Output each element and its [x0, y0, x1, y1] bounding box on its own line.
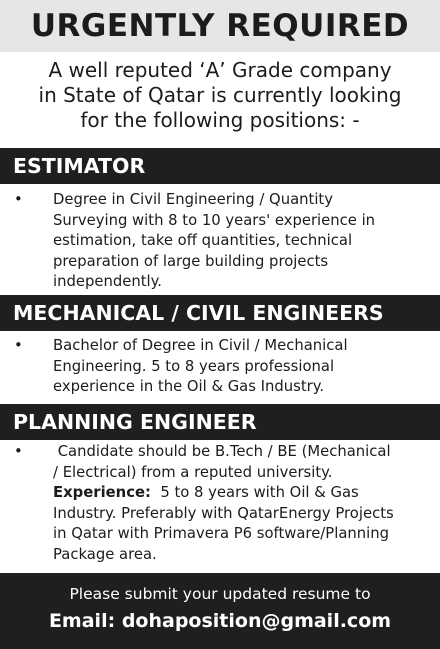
section-body-estimator	[0, 190, 440, 294]
experience-text: 5 to 8 years with Oil & Gas	[150, 484, 359, 501]
experience-line	[53, 483, 433, 504]
text-line: Package area.	[53, 545, 157, 563]
text-line: / Electrical) from a reputed university.	[53, 463, 333, 481]
text-line: in Qatar with Primavera P6 software/Planning	[53, 525, 390, 542]
section-header-planning-engineer	[0, 404, 440, 440]
text-line: Surveying with 8 to 10 years' experience in	[53, 211, 376, 229]
footer-contact	[0, 573, 440, 649]
section-header-mechanical-civil-engineers	[0, 295, 440, 331]
text-line: preparation of large building projects	[53, 252, 329, 270]
text-line: estimation, take off quantities, technical	[53, 232, 353, 249]
text-line: Industry. Preferably with QatarEnergy Projects	[53, 504, 394, 522]
bullet-icon: •	[14, 443, 23, 460]
section-title: PLANNING ENGINEER	[13, 410, 257, 434]
text-line: Degree in Civil Engineering / Quantity	[53, 191, 333, 208]
intro-line: A well reputed ‘A’ Grade company	[48, 58, 392, 82]
bullet-text	[53, 442, 433, 565]
bullet-text	[53, 190, 433, 293]
section-title: MECHANICAL / CIVIL ENGINEERS	[13, 301, 384, 325]
page-title: URGENTLY REQUIRED	[30, 8, 410, 44]
email-line	[0, 610, 440, 632]
section-body-planning-engineer	[0, 442, 440, 566]
email-address[interactable]: dohaposition@gmail.com	[121, 610, 392, 632]
title-banner	[0, 0, 440, 52]
section-body-mechanical-civil-engineers	[0, 336, 440, 400]
text-line: independently.	[53, 273, 162, 290]
bullet-text	[53, 336, 433, 398]
section-title: ESTIMATOR	[13, 154, 146, 178]
text-line: experience in the Oil & Gas Industry.	[53, 378, 325, 395]
text-line: Engineering. 5 to 8 years professional	[53, 357, 335, 375]
section-header-estimator	[0, 148, 440, 184]
submit-instruction: Please submit your updated resume to	[69, 585, 371, 603]
bullet-icon: •	[14, 191, 23, 208]
experience-label: Experience:	[53, 484, 151, 501]
text-line: Candidate should be B.Tech / BE (Mechanical	[53, 443, 391, 460]
intro-line: in State of Qatar is currently looking	[38, 83, 402, 107]
intro-text	[0, 58, 440, 133]
email-label: Email:	[48, 610, 116, 632]
intro-line: for the following positions: -	[80, 108, 360, 132]
text-line: Bachelor of Degree in Civil / Mechanical	[53, 337, 348, 354]
bullet-icon: •	[14, 337, 23, 354]
